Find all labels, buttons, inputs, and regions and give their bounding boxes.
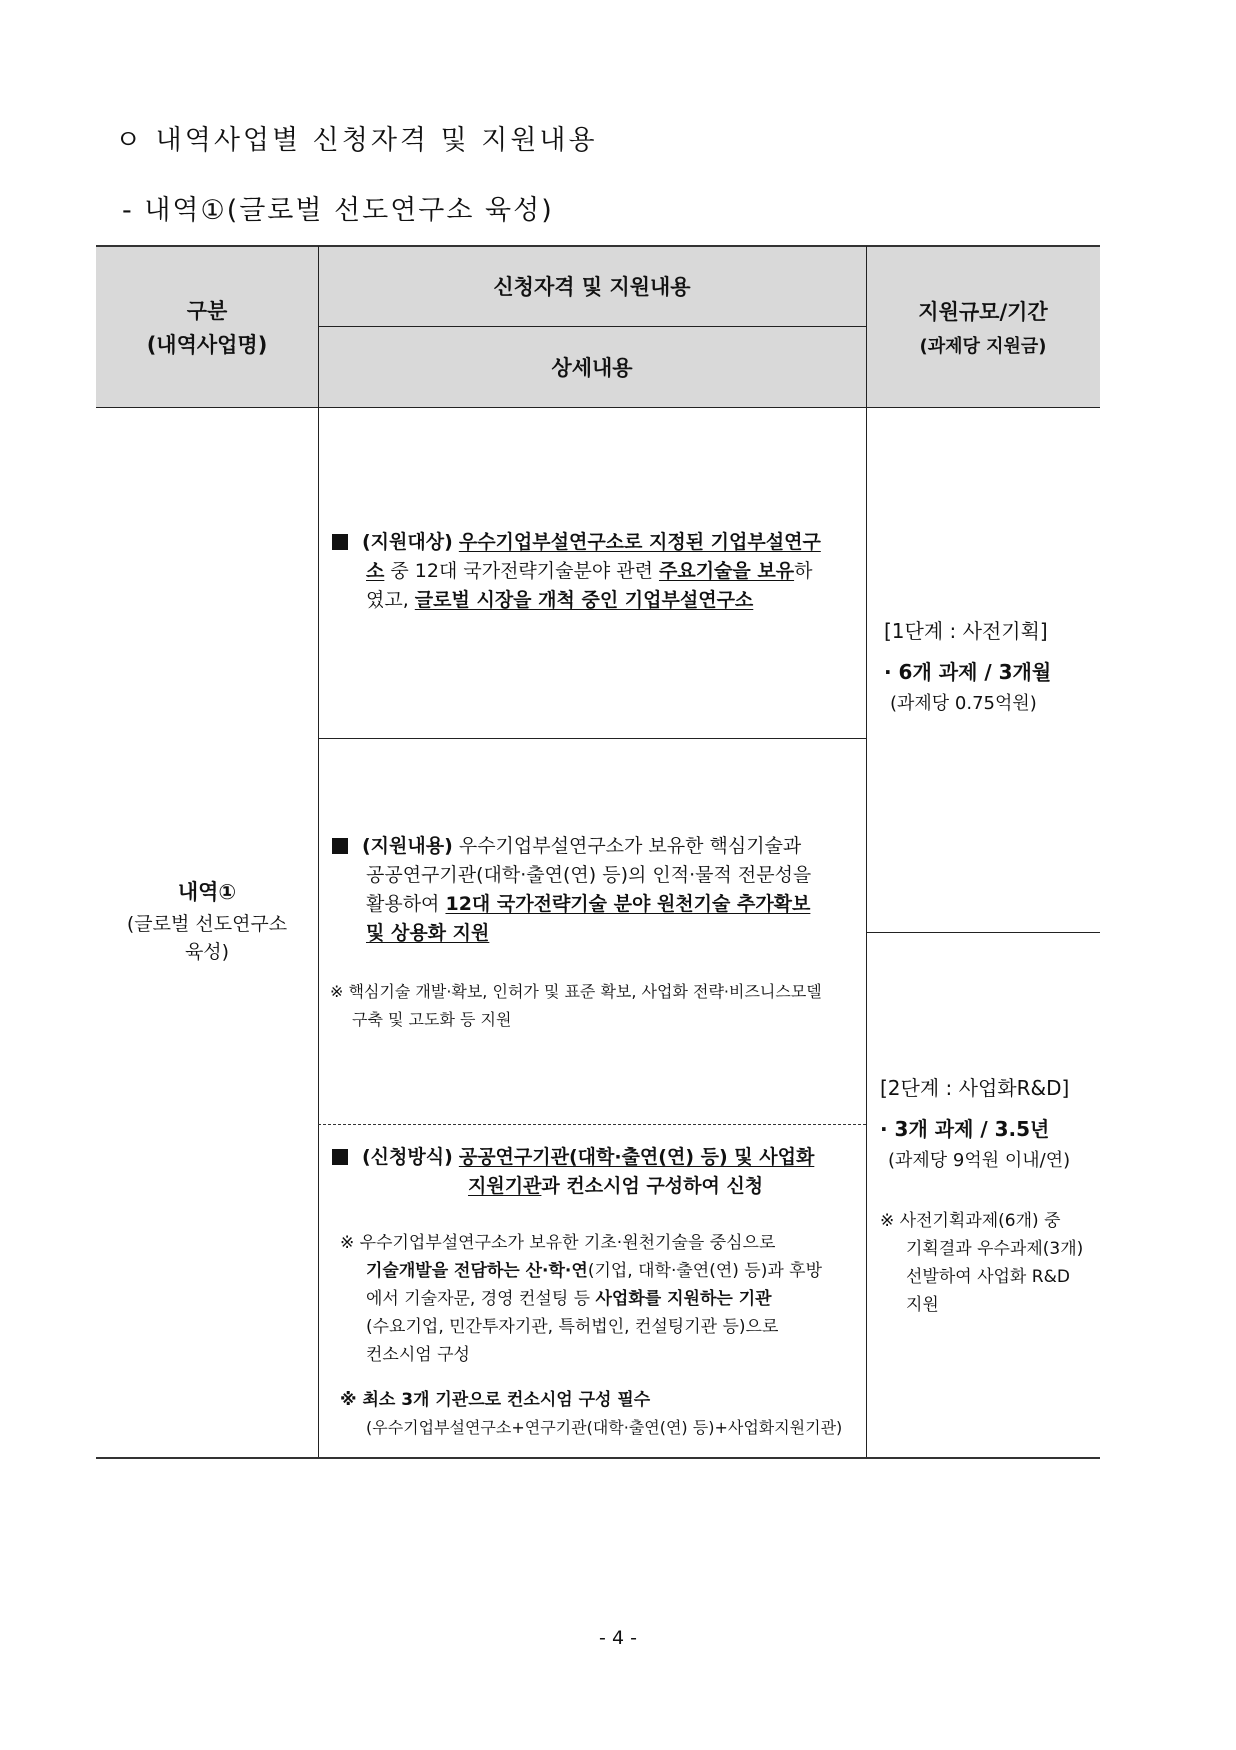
header-category-sublabel: (내역사업명) [146, 333, 268, 357]
content-note-line1: ※ 핵심기술 개발·확보, 인허가 및 표준 확보, 사업화 전략·비즈니스모델 [330, 982, 822, 1001]
row-label-cell [96, 872, 318, 972]
row-label-line3: 육성) [184, 941, 230, 963]
target-text-4: 였고, [366, 589, 415, 611]
section-heading: ㅇ 내역사업별 신청자격 및 지원내용 [115, 125, 598, 156]
target-underline-2: 소 [366, 560, 385, 582]
stage-divider [866, 932, 1100, 933]
stage1-amount: (과제당 0.75억원) [890, 693, 1037, 714]
support-target-block [332, 528, 862, 615]
table-bottom-border [96, 1457, 1100, 1459]
header-detail-label: 상세내용 [551, 356, 633, 380]
header-detail-cell [318, 327, 866, 407]
target-text-3: 하 [794, 560, 813, 582]
content-text-1: 우수기업부설연구소가 보유한 핵심기술과 [452, 835, 802, 857]
method-text-2: 과 컨소시엄 구성하여 신청 [541, 1175, 764, 1197]
stage1-title: [1단계 : 사전기획] [884, 619, 1048, 643]
bullet-square-icon [332, 838, 348, 854]
content-text-3: 활용하여 [366, 893, 446, 915]
stage2-note [880, 1207, 1098, 1319]
bullet-square-icon [332, 1149, 348, 1165]
stage2-note-line3: 선발하여 사업화 R&D [906, 1267, 1070, 1287]
stage2-note-line1: ※ 사전기획과제(6개) 중 [880, 1211, 1061, 1231]
method-note1-line2: (기업, 대학·출연(연) 등)과 후방 [587, 1261, 823, 1281]
content-note [330, 978, 864, 1034]
method-note1-bold2: 사업화를 지원하는 기관 [595, 1289, 772, 1309]
header-scale-cell [866, 246, 1100, 408]
method-note1-line1: ※ 우수기업부설연구소가 보유한 기초·원천기술을 중심으로 [340, 1233, 776, 1253]
bullet-square-icon [332, 534, 348, 550]
stage2-note-line4: 지원 [906, 1295, 939, 1315]
method-note1-line3: 에서 기술자문, 경영 컨설팅 등 [366, 1289, 596, 1309]
content-underline-2: 및 상용화 지원 [366, 922, 490, 944]
header-eligibility-label: 신청자격 및 지원내용 [493, 275, 691, 299]
header-scale-label: 지원규모/기간 [918, 300, 1048, 324]
target-underline-4: 글로벌 시장을 개척 중인 기업부설연구소 [414, 589, 754, 611]
col-divider-1 [318, 246, 319, 1458]
stage1-block [884, 616, 1098, 719]
method-note1-line4: (수요기업, 민간투자기관, 특허법인, 컨설팅기관 등)으로 [366, 1317, 779, 1337]
content-text-2: 공공연구기관(대학·출연(연) 등)의 인적·물적 전문성을 [366, 864, 812, 886]
target-text-2: 중 12대 국가전략기술분야 관련 [384, 560, 659, 582]
row-label-line2: (글로벌 선도연구소 [126, 913, 288, 935]
header-eligibility-cell [318, 246, 866, 326]
stage2-amount: (과제당 9억원 이내/연) [888, 1150, 1071, 1171]
method-underline-2: 지원기관 [468, 1175, 542, 1197]
method-note2-line1: ※ 최소 3개 기관으로 컨소시엄 구성 필수 [340, 1390, 651, 1410]
method-note-2 [340, 1387, 866, 1441]
row-divider-target [318, 738, 866, 739]
col-divider-2 [866, 246, 867, 1458]
stage2-block [880, 1073, 1098, 1176]
subsection-heading: - 내역①(글로벌 선도연구소 육성) [122, 195, 554, 226]
row-label-title: 내역① [177, 880, 237, 904]
method-note-1 [340, 1229, 866, 1369]
content-lead: (지원내용) [362, 835, 453, 857]
row-divider-method [318, 1124, 866, 1125]
target-lead: (지원대상) [362, 531, 453, 553]
header-scale-sublabel: (과제당 지원금) [919, 336, 1047, 357]
stage2-note-line2: 기획결과 우수과제(3개) [906, 1239, 1084, 1259]
target-underline-3: 주요기술을 보유 [658, 560, 795, 582]
support-content-block [332, 832, 862, 948]
stage2-detail: · 3개 과제 / 3.5년 [880, 1117, 1050, 1141]
header-category-cell [96, 246, 318, 408]
stage2-title: [2단계 : 사업화R&D] [880, 1076, 1070, 1100]
page-number: - 4 - [599, 1627, 637, 1649]
application-method-block [332, 1143, 862, 1201]
stage1-detail: · 6개 과제 / 3개월 [884, 660, 1052, 684]
header-category-label: 구분 [186, 299, 228, 323]
target-underline-1: 우수기업부설연구소로 지정된 기업부설연구 [458, 531, 821, 553]
method-underline-1: 공공연구기관(대학·출연(연) 등) 및 사업화 [458, 1146, 815, 1168]
method-note2-line2: (우수기업부설연구소+연구기관(대학·출연(연) 등)+사업화지원기관) [366, 1418, 843, 1437]
method-note1-bold1: 기술개발을 전담하는 산·학·연 [366, 1261, 588, 1281]
content-underline-1: 12대 국가전략기술 분야 원천기술 추가확보 [445, 893, 811, 915]
method-lead: (신청방식) [362, 1146, 453, 1168]
content-note-line2: 구축 및 고도화 등 지원 [352, 1010, 512, 1029]
method-note1-line5: 컨소시엄 구성 [366, 1345, 470, 1365]
